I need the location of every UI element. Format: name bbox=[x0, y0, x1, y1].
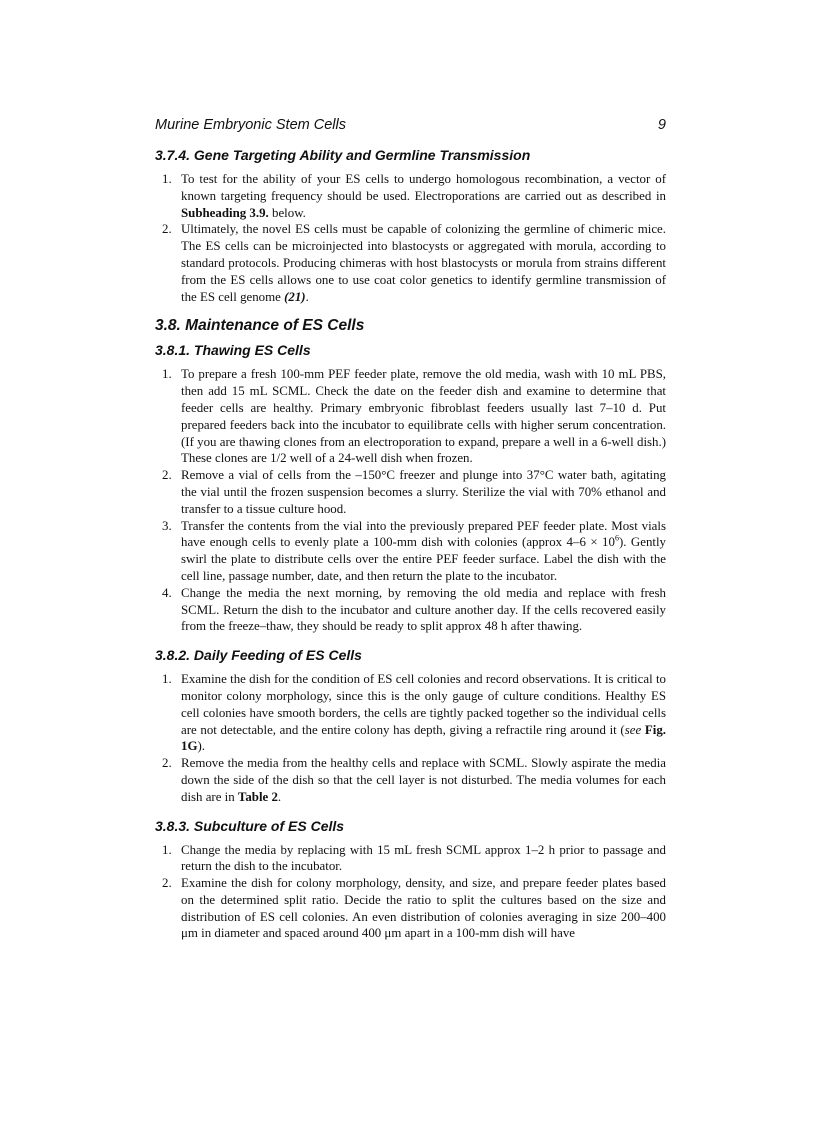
list-item: 2. Ultimately, the novel ES cells must be capable of colonizing the germline of chimeric mice. The ES cells can be microinjected into blastocysts or aggregated with morula, according to standard protocols. Producing chimeras with host blastocysts or morula from strains different from the ES cells allows one to use coat color genetics to identify germline transmission of the ES cell genome (21). bbox=[162, 222, 666, 304]
running-head bbox=[155, 114, 666, 136]
list-item: 1. Examine the dish for the condition of ES cell colonies and record observations. It is critical to monitor colony morphology, since this is the only gauge of culture conditions. Healthy ES cell colonies have smooth borders, the cells are tightly packed together so the individual cells are not detectable, and the entire colony has depth, giving a refractile ring around it (see Fig. 1G). bbox=[162, 672, 666, 754]
heading-3-8: 3.8. Maintenance of ES Cells bbox=[155, 317, 365, 335]
list-item: 4. Change the media the next morning, by removing the old media and replace with fresh SCML. Return the dish to the incubator and culture another day. If the cells recovered easily from the freeze–thaw, they should be ready to split approx 48 h after thawing. bbox=[162, 585, 666, 634]
list-item: 2. Examine the dish for colony morphology, density, and size, and prepare feeder plates based on the determined split ratio. Decide the ratio to split the cultures based on the size and distribution of ES cell colonies. An even distribution of colonies averaging in size 200–400 μm in diameter and spaced around 400 μm apart in a 100-mm dish will have bbox=[162, 876, 666, 941]
heading-3-7-4: 3.7.4. Gene Targeting Ability and Germline Transmission bbox=[155, 147, 531, 163]
list-item: 1. Change the media by replacing with 15 mL fresh SCML approx 1–2 h prior to passage and return the dish to the incubator. bbox=[162, 842, 666, 874]
list-item: 1. To test for the ability of your ES cells to undergo homologous recombination, a vector of known targeting frequency should be used. Electroporations are carried out as described in Subheading 3.9. below. bbox=[162, 172, 666, 220]
list-3-8-1 bbox=[155, 366, 666, 635]
list-3-8-2 bbox=[155, 671, 666, 805]
heading-3-8-1: 3.8.1. Thawing ES Cells bbox=[155, 342, 311, 359]
page bbox=[155, 114, 666, 942]
list-3-8-3 bbox=[155, 842, 666, 943]
list-3-7-4 bbox=[155, 171, 666, 305]
page-number: 9 bbox=[657, 117, 666, 133]
heading-3-8-3: 3.8.3. Subculture of ES Cells bbox=[155, 817, 345, 834]
list-item: 2. Remove a vial of cells from the –150°C freezer and plunge into 37°C water bath, agitating the vial until the frozen suspension becomes a slurry. Sterilize the vial with 70% ethanol and transfer to a tissue culture hood. bbox=[162, 468, 666, 516]
running-head-title: Murine Embryonic Stem Cells bbox=[155, 117, 346, 133]
list-item: 1. To prepare a fresh 100-mm PEF feeder plate, remove the old media, wash with 10 mL PBS, then add 15 mL SCML. Check the date on the feeder dish and examine to determine that feeder cells are healthy. Primary embryonic fibroblast feeders usually last 7–10 d. Put prepared feeders back into the incubator to equilibrate cells with higher serum concentration. (If you are thawing clones from an electroporation to expand, prepare a well in a 6-well dish.) These clones are 1/2 well of a 24-well dish when frozen. bbox=[162, 367, 666, 466]
heading-3-8-2: 3.8.2. Daily Feeding of ES Cells bbox=[155, 647, 362, 664]
list-item: 3. Transfer the contents from the vial into the previously prepared PEF feeder plate. Most vials have enough cells to evenly plate a 100-mm dish with colonies (approx $4-6 \times 10^6$). Gently swirl the plate to distribute cells over the entire PEF feeder surface. Label the dish with the cell line, passage number, date, and then return the plate to the incubator. bbox=[162, 518, 666, 583]
list-item: 2. Remove the media from the healthy cells and replace with SCML. Slowly aspirate the media down the side of the dish so that the cell layer is not disturbed. The media volumes for each dish are in Table 2. bbox=[162, 756, 666, 804]
